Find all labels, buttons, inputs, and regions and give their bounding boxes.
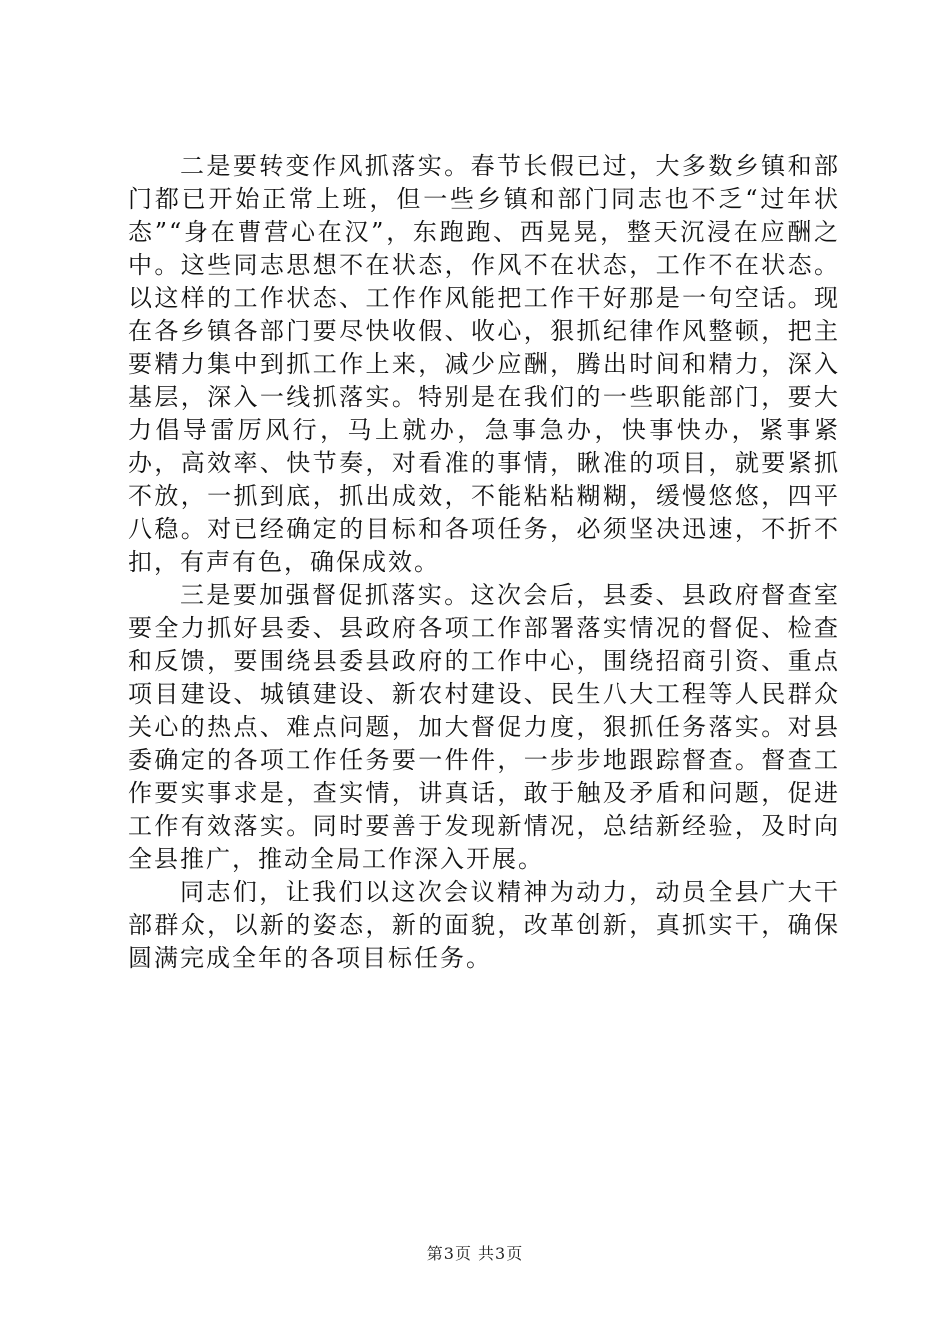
document-body xyxy=(128,150,840,975)
paragraph-work-style: 二是要转变作风抓落实。春节长假已过，大多数乡镇和部门都已开始正常上班，但一些乡镇和部门同志也不乏“过年状态”“身在曹营心在汉”，东跑跑、西晃晃，整天沉浸在应酬之中。这些同志思想不在状态，作风不在状态，工作不在状态。以这样的工作状态、工作作风能把工作干好那是一句空话。现在各乡镇各部门要尽快收假、收心，狠抓纪律作风整顿，把主要精力集中到抓工作上来，减少应酬，腾出时间和精力，深入基层，深入一线抓落实。特别是在我们的一些职能部门，要大力倡导雷厉风行，马上就办，急事急办，快事快办，紧事紧办，高效率、快节奏，对看准的事情，瞅准的项目，就要紧抓不放，一抓到底，抓出成效，不能粘粘糊糊，缓慢悠悠，四平八稳。对已经确定的目标和各项任务，必须坚决迅速，不折不扣，有声有色，确保成效。 xyxy=(128,152,840,576)
paragraph-supervision: 三是要加强督促抓落实。这次会后，县委、县政府督查室要全力抓好县委、县政府各项工作部署落实情况的督促、检查和反馈，要围绕县委县政府的工作中心，围绕招商引资、重点项目建设、城镇建设、新农村建设、民生八大工程等人民群众关心的热点、难点问题，加大督促力度，狠抓任务落实。对县委确定的各项工作任务要一件件，一步步地跟踪督查。督查工作要实事求是，查实情，讲真话，敢于触及矛盾和问题，促进工作有效落实。同时要善于发现新情况，总结新经验，及时向全县推广，推动全局工作深入开展。 xyxy=(128,581,840,873)
paragraph-closing: 同志们，让我们以这次会议精神为动力，动员全县广大干部群众，以新的姿态，新的面貌，改革创新，真抓实干，确保圆满完成全年的各项目标任务。 xyxy=(128,878,840,972)
page-number-footer: 第3页 共3页 xyxy=(426,1244,524,1263)
